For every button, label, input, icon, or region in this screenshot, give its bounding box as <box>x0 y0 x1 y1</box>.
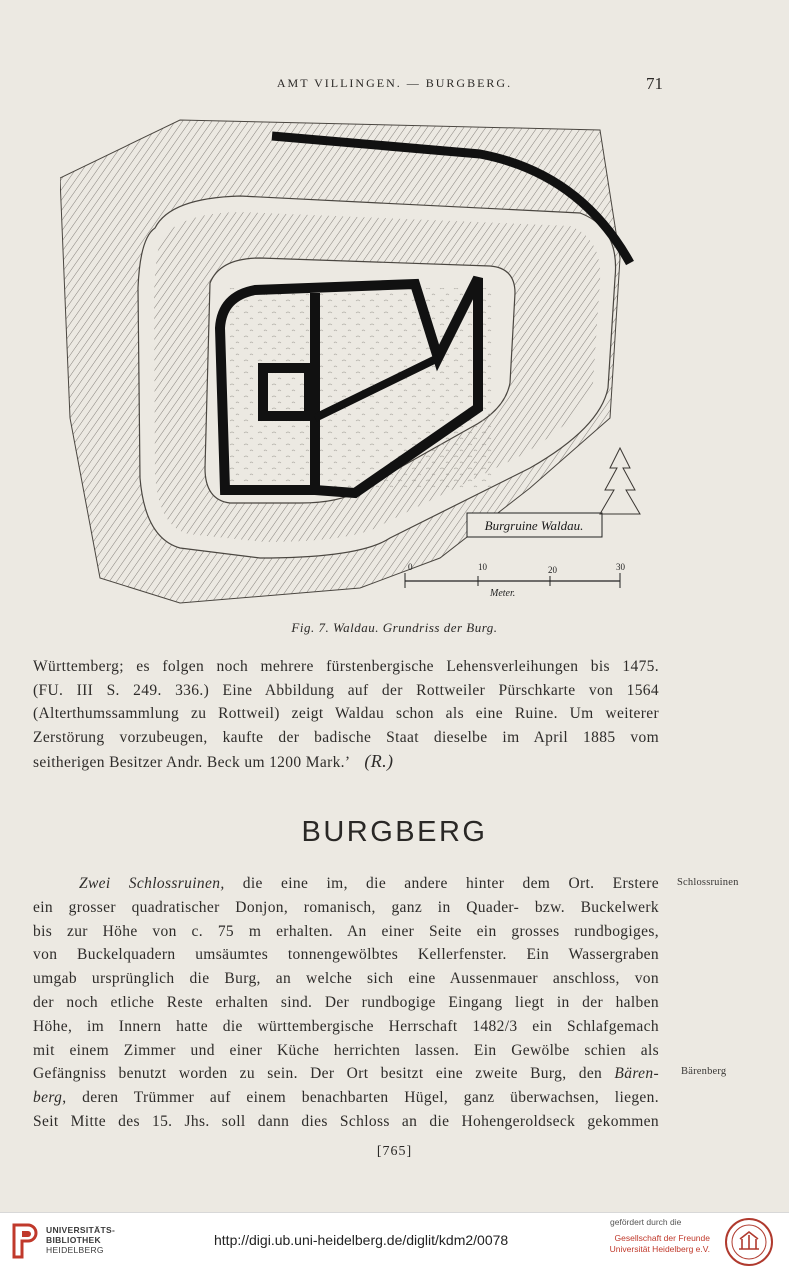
library-line-3: HEIDELBERG <box>46 1245 104 1255</box>
running-head: AMT VILLINGEN. — BURGBERG. <box>276 76 513 90</box>
text-fragment: die eine im, die andere hinter dem Ort. Erstere <box>224 875 659 892</box>
text-line: Württemberg; es folgen noch mehrere fürstenbergische Lehensverleihungen bis 1475. <box>33 658 659 675</box>
text-line-last <box>33 750 659 775</box>
lead-italic: Zwei Schlossruinen, <box>79 875 225 892</box>
map-label: Burgruine Waldau. <box>484 518 584 533</box>
figure-caption: Fig. 7. Waldau. Grundriss der Burg. <box>291 620 498 635</box>
text-line: umgab ursprünglich die Burg, an welche sich eine Aussenmauer anschloss, von <box>33 970 659 988</box>
library-name <box>46 1225 115 1255</box>
text-line-content: seitherigen Besitzer Andr. Beck um 1200 Mark.’ <box>33 753 351 771</box>
text-line: Höhe, im Innern hatte die württembergische Herrschaft 1482/3 ein Schlafgemach <box>33 1017 659 1035</box>
footer-bar <box>0 1212 789 1269</box>
signature-mark: [765] <box>376 1144 413 1159</box>
scale-unit: Meter. <box>490 588 516 599</box>
tree-icon <box>600 448 640 514</box>
text-line: von Buckelquadern umsäumtes tonnengewölbtes Kellerfenster. Ein Wassergraben <box>33 946 659 964</box>
scale-tick-10: 10 <box>478 562 487 572</box>
castle-plan-figure <box>60 118 650 618</box>
friends-line-2: Universität Heidelberg e.V. <box>609 1244 710 1254</box>
university-seal-icon[interactable] <box>724 1217 774 1267</box>
page-number: 71 <box>646 74 663 93</box>
text-line: der noch etliche Reste erhalten sind. Der rundbogige Eingang liegt in der halben <box>33 993 659 1011</box>
scale-tick-0: 0 <box>408 562 413 572</box>
paragraph-1 <box>33 655 659 775</box>
scale-tick-20: 20 <box>548 565 557 575</box>
text-line: mit einem Zimmer und einer Küche herrichten lassen. Ein Gewölbe schien als <box>33 1041 659 1059</box>
paragraph-2 <box>33 872 659 1134</box>
italic-berg: berg <box>33 1089 63 1107</box>
library-logo-icon[interactable] <box>10 1221 40 1261</box>
friends-line-1: Gesellschaft der Freunde <box>614 1233 710 1243</box>
italic-baren: Bären- <box>614 1065 659 1083</box>
text-line: bis zur Höhe von c. 75 m erhalten. An einer Seite ein grosses rundbogiges, <box>33 922 659 940</box>
library-line-2: BIBLIOTHEK <box>46 1235 101 1245</box>
margin-note-schlossruinen: Schlossruinen <box>677 877 739 888</box>
scale-tick-30: 30 <box>616 562 625 572</box>
author-signature: (R.) <box>364 750 394 771</box>
section-title: BURGBERG <box>301 816 488 848</box>
text-line <box>33 1062 659 1086</box>
text-line: (FU. III S. 249. 336.) Eine Abbildung auf der Rottweiler Pürschkarte von 1564 <box>33 681 659 699</box>
text-line: ein grosser quadratischer Donjon, romanisch, ganz in Quader- bzw. Buckelwerk <box>33 898 659 916</box>
text-line: Zerstörung vorzubeugen, kaufte der badische Staat dieselbe im April 1885 vom <box>33 729 659 747</box>
text-line <box>33 1086 659 1110</box>
friends-society[interactable] <box>606 1233 710 1255</box>
library-line-1: UNIVERSITÄTS- <box>46 1225 116 1235</box>
text-fragment: Gefängniss benutzt worden zu sein. Der Ort besitzt eine zweite Burg, den <box>33 1065 615 1083</box>
permalink-url[interactable]: http://digi.ub.uni-heidelberg.de/diglit/kdm2/0078 <box>214 1232 509 1248</box>
funded-by-label: gefördert durch die <box>610 1217 682 1227</box>
text-fragment: , deren Trümmer auf einem benachbarten Hügel, ganz überwachsen, liegen. <box>62 1089 659 1107</box>
margin-note-baerenberg: Bärenberg <box>681 1066 727 1077</box>
text-line: Seit Mitte des 15. Jhs. soll dann dies Schloss an die Hohengeroldseck gekommen <box>33 1112 659 1130</box>
text-line <box>33 872 659 896</box>
text-line: (Alterthumssammlung zu Rottweil) zeigt Waldau schon als eine Ruine. Um weiterer <box>33 705 659 723</box>
